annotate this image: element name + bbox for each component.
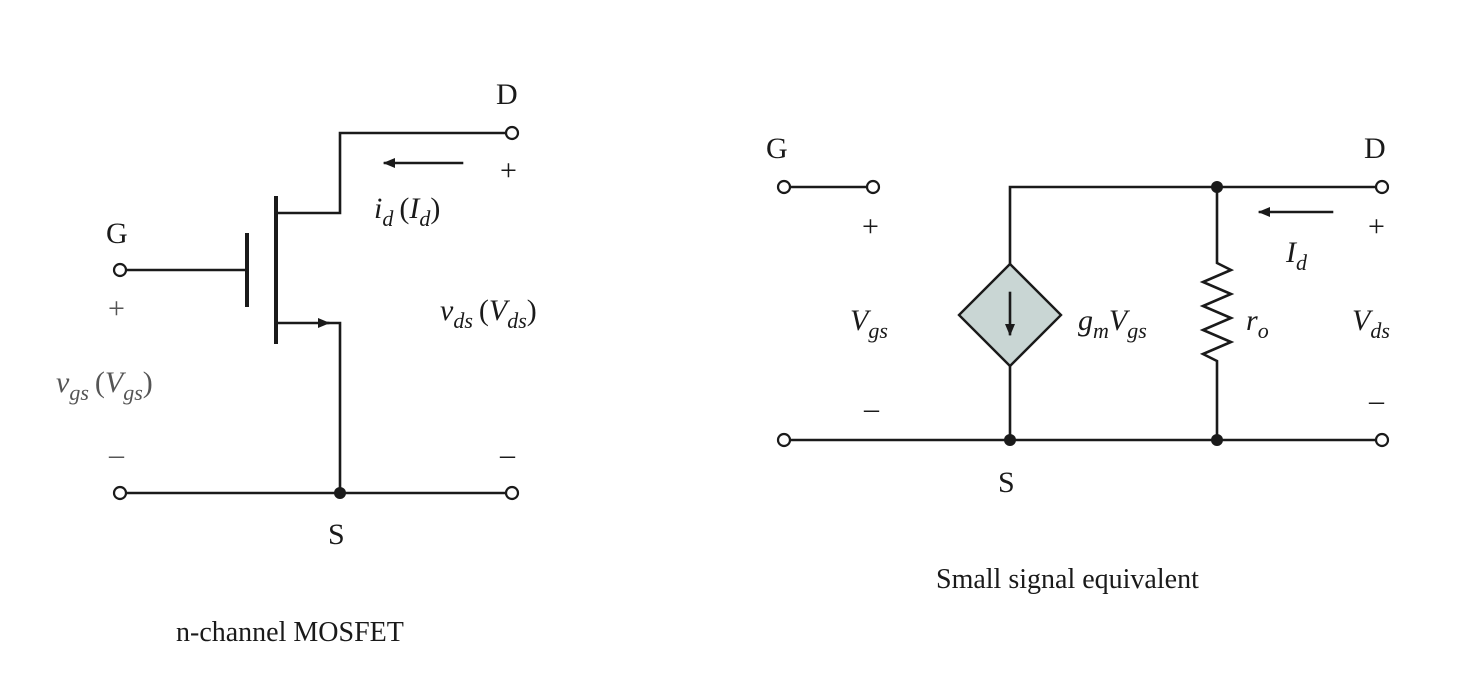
drain-label: D xyxy=(496,78,518,111)
small-signal-caption: Small signal equivalent xyxy=(936,564,1199,595)
output-resistor xyxy=(1203,187,1231,440)
ss-output-plus: + xyxy=(1368,210,1385,243)
drain-terminal xyxy=(506,127,518,139)
ss-drain-label: D xyxy=(1364,132,1386,165)
source-wire xyxy=(328,323,340,492)
drain-current-label: id (Id) xyxy=(374,192,441,231)
vgs-label: vgs (Vgs) xyxy=(56,366,153,405)
drain-wire xyxy=(278,133,506,213)
mosfet-diagram xyxy=(56,78,537,648)
output-plus: + xyxy=(500,154,517,187)
ss-output-minus: – xyxy=(1369,384,1384,417)
ss-top-rail xyxy=(1010,187,1376,264)
input-minus: – xyxy=(109,438,124,471)
ss-vds-label: Vds xyxy=(1352,304,1390,343)
source-node xyxy=(334,487,346,499)
gate-terminal xyxy=(114,264,126,276)
ss-input-plus: + xyxy=(862,210,879,243)
ss-input-minus: – xyxy=(864,392,879,425)
small-signal-diagram xyxy=(766,132,1390,595)
input-plus: + xyxy=(108,292,125,325)
source-terminal-left xyxy=(114,487,126,499)
vds-label: vds (Vds) xyxy=(440,294,537,333)
ss-id-label: Id xyxy=(1286,236,1307,275)
ss-source-terminal-left xyxy=(778,434,790,446)
ss-vgs-label: Vgs xyxy=(850,304,888,343)
ss-source-label: S xyxy=(998,466,1015,499)
ss-drain-terminal xyxy=(1376,181,1388,193)
gm-vgs-label: gmVgs xyxy=(1078,304,1147,343)
ss-gate-terminal-outer xyxy=(778,181,790,193)
source-label: S xyxy=(328,518,345,551)
ss-gate-label: G xyxy=(766,132,788,165)
ss-gate-terminal-inner xyxy=(867,181,879,193)
ro-label: ro xyxy=(1246,304,1269,343)
ss-source-terminal-right xyxy=(1376,434,1388,446)
source-terminal-right xyxy=(506,487,518,499)
mosfet-caption: n-channel MOSFET xyxy=(176,617,404,648)
gate-label: G xyxy=(106,217,128,250)
output-minus: – xyxy=(500,438,515,471)
